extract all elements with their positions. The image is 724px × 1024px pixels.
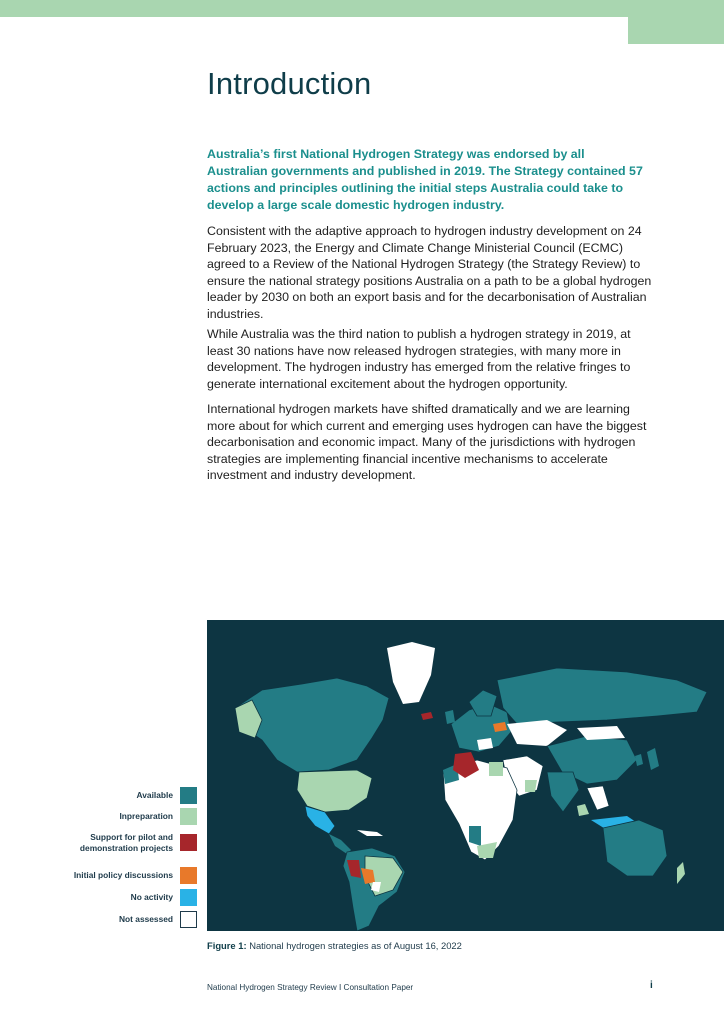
legend-label-in-preparation: Inpreparation xyxy=(119,811,173,822)
legend-label-available: Available xyxy=(136,790,173,801)
map-malaysia xyxy=(577,804,589,816)
legend-swatch-available xyxy=(180,787,197,804)
map-southeast-asia xyxy=(587,786,609,810)
map-uk xyxy=(445,710,455,724)
legend-item-no-activity xyxy=(131,889,197,906)
legend-swatch-no-activity xyxy=(180,889,197,906)
footer-text: National Hydrogen Strategy Review I Consultation Paper xyxy=(207,983,414,992)
legend-item-available xyxy=(137,787,197,804)
legend-label-pilot-support: Support for pilot and demonstration projects xyxy=(79,832,173,853)
legend-swatch-in-preparation xyxy=(180,808,197,825)
legend-label-no-activity: No activity xyxy=(130,892,173,903)
map-egypt xyxy=(489,762,503,776)
map-usa xyxy=(297,770,372,812)
legend-item-not-assessed xyxy=(119,911,197,928)
legend-swatch-not-assessed xyxy=(180,911,197,928)
legend-label-not-assessed: Not assessed xyxy=(119,914,173,925)
page-number: i xyxy=(650,980,653,991)
body-paragraph-2: While Australia was the third nation to publish a hydrogen strategy in 2019, at least 30 nations have now released hydrogen strategies, with many more in development. The hydrogen industry has emerged from the relative fringes to generate international excitement about the hydrogen opportunity. xyxy=(207,327,631,391)
map-central-america xyxy=(329,834,351,854)
legend-item-initial-policy xyxy=(74,867,197,884)
figure-caption-label: Figure 1: xyxy=(207,940,247,951)
map-new-zealand xyxy=(677,862,685,884)
map-australia xyxy=(603,820,667,876)
map-kazakhstan xyxy=(507,720,567,746)
figure-caption xyxy=(207,940,462,951)
map-russia xyxy=(497,668,707,724)
legend-swatch-initial-policy xyxy=(180,867,197,884)
map-india xyxy=(547,772,579,812)
world-map xyxy=(207,620,724,931)
map-caribbean xyxy=(357,830,383,836)
figure-caption-text: National hydrogen strategies as of August 16, 2022 xyxy=(249,940,462,951)
legend-item-pilot-support xyxy=(73,832,197,853)
legend-swatch-pilot-support xyxy=(180,834,197,851)
legend-label-initial-policy: Initial policy discussions xyxy=(73,870,173,881)
map-oman-uae xyxy=(525,780,537,792)
map-greenland xyxy=(387,642,435,704)
legend-item-in-preparation xyxy=(119,808,197,825)
map-iceland xyxy=(421,712,433,720)
body-paragraph-1: Consistent with the adaptive approach to hydrogen industry development on 24 February 2023, the Energy and Climate Change Ministerial Council (ECMC) agreed to a Review of the National Hydrogen Strategy (the Strategy Review) to ensure the national strategy positions Australia on a path to be a global hydrogen leader by 2030 on both an export basis and for the decarbonisation of Australian industries. xyxy=(207,224,652,321)
top-accent-band xyxy=(0,0,724,17)
map-balkans xyxy=(477,738,493,750)
intro-paragraph: Australia’s first National Hydrogen Strategy was endorsed by all Australian governments and published in 2019. The Strategy contained 57 actions and principles outlining the initial steps Australia could take to develop a large scale domestic hydrogen industry. xyxy=(207,147,643,212)
map-korea xyxy=(635,754,643,766)
map-japan xyxy=(647,748,659,770)
top-accent-tab xyxy=(628,0,724,44)
body-paragraph-3: International hydrogen markets have shifted dramatically and we are learning more about for which current and emerging uses hydrogen can have the biggest decarbonisation and economic impact. Many of the jurisdictions with hydrogen strategies are implementing financial incentive mechanisms to accelerate investment and industry development. xyxy=(207,402,647,482)
page-title: Introduction xyxy=(207,66,372,101)
